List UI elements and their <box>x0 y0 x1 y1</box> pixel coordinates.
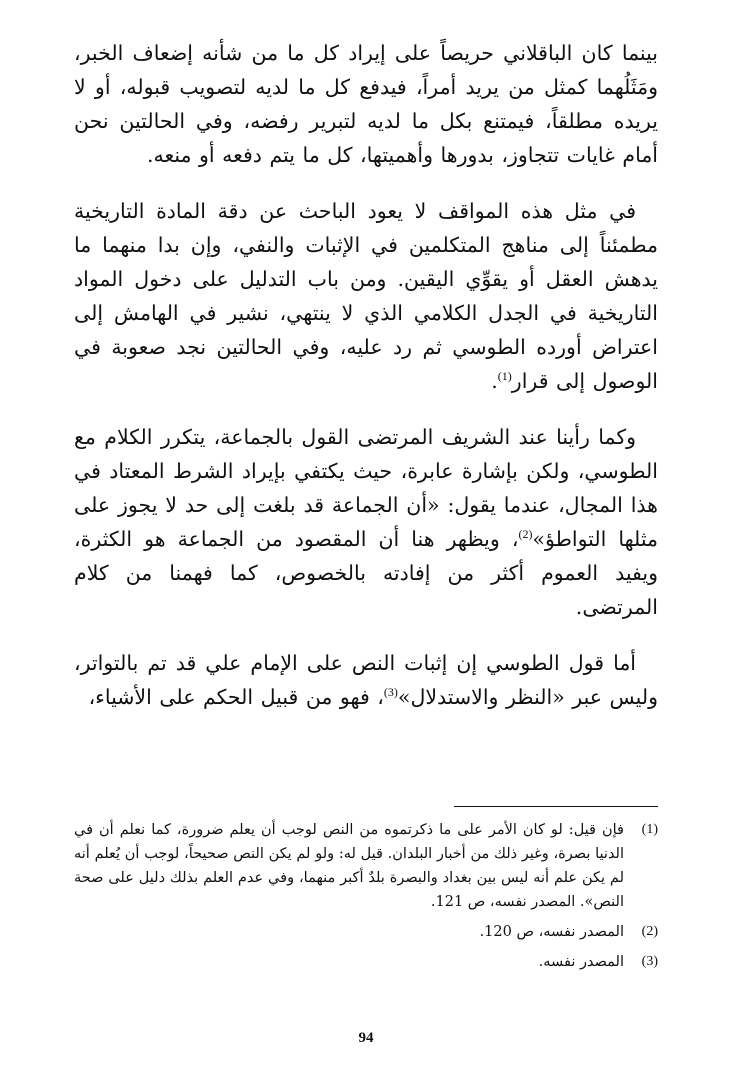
footnote-separator <box>454 806 658 807</box>
footnote-1-text: فإن قيل: لو كان الأمر على ما ذكرتموه من النص لوجب أن يعلم ضرورة، كما نعلم أن في الدنيا بصرة، وغير ذلك من أخبار البلدان. قيل له: ولو لم يكن النص صحيحاً، لوجب أن يُعلم أنه لم يكن علم أنه ليس بين بغداد والبصرة بلدٌ أكبر منهما، وفي عدم العلم بذلك دليل على صحة النص». المصدر نفسه، ص 121. <box>74 822 624 910</box>
footnote-2-text: المصدر نفسه، ص 120. <box>479 924 624 940</box>
paragraph-1-text: بينما كان الباقلاني حريصاً على إيراد كل ما من شأنه إضعاف الخبر، ومَثَلُهما كمثل من يريد أمراً، فيدفع كل ما لديه لتصويب قبوله، أو لا يريده مطلقاً، فيمتنع بكل ما لديه لتبرير رفضه، وفي الحالتين نحن أمام غايات تتجاوز، بدورها وأهميتها، كل ما يتم دفعه أو منعه. <box>74 41 658 167</box>
paragraph-2-text: في مثل هذه المواقف لا يعود الباحث عن دقة المادة التاريخية مطمئناً إلى مناهج المتكلمين في الإثبات والنفي، وإن بدا منهما ما يدهش العقل أو يقوِّي اليقين. ومن باب التدليل على دخول المواد التاريخية في الجدل الكلامي الذي لا ينتهي، نشير في الهامش إلى اعتراض أورده الطوسي ثم رد عليه، وفي الحالتين نجد صعوبة في الوصول إلى قرار <box>74 199 658 393</box>
paragraph-3-text-start: وكما رأينا عند الشريف المرتضى القول بالجماعة، يتكرر الكلام مع الطوسي، ولكن بإشارة عابرة، حيث يكتفي بإيراد الشرط المعتاد في هذا المجال، عندما يقول: «أن الجماعة قد بلغت إلى حد لا يجوز على مثلها التواطؤ» <box>74 425 658 551</box>
paragraph-4-text-start: أما قول الطوسي إن إثبات النص على الإمام علي قد تم بالتواتر، وليس عبر «النظر والاستدلال» <box>74 651 658 709</box>
footnote-1 <box>74 818 658 914</box>
paragraph-4 <box>74 646 658 714</box>
footnote-ref-1[interactable]: (1) <box>497 369 512 384</box>
paragraph-2-end: . <box>491 369 498 393</box>
footnote-2-number: (2) <box>641 924 658 939</box>
main-text <box>74 36 658 736</box>
footnote-2 <box>74 920 658 944</box>
footnote-ref-2[interactable]: (2) <box>518 527 533 542</box>
footnotes <box>74 818 658 980</box>
footnote-1-number: (1) <box>641 822 658 837</box>
footnote-3-number: (3) <box>641 954 658 969</box>
footnote-3-text: المصدر نفسه. <box>538 954 624 970</box>
paragraph-1 <box>74 36 658 172</box>
paragraph-3-text-end: ، ويظهر هنا أن المقصود من الجماعة هو الكثرة، ويفيد العموم أكثر من إفادته بالخصوص، كما فهمنا من كلام المرتضى. <box>74 527 658 619</box>
footnote-3 <box>74 950 658 974</box>
paragraph-4-text-end: ، فهو من قبيل الحكم على الأشياء، <box>88 685 384 709</box>
paragraph-2 <box>74 194 658 398</box>
page-number: 94 <box>358 1030 374 1046</box>
paragraph-3 <box>74 420 658 624</box>
footnote-ref-3[interactable]: (3) <box>383 685 398 700</box>
